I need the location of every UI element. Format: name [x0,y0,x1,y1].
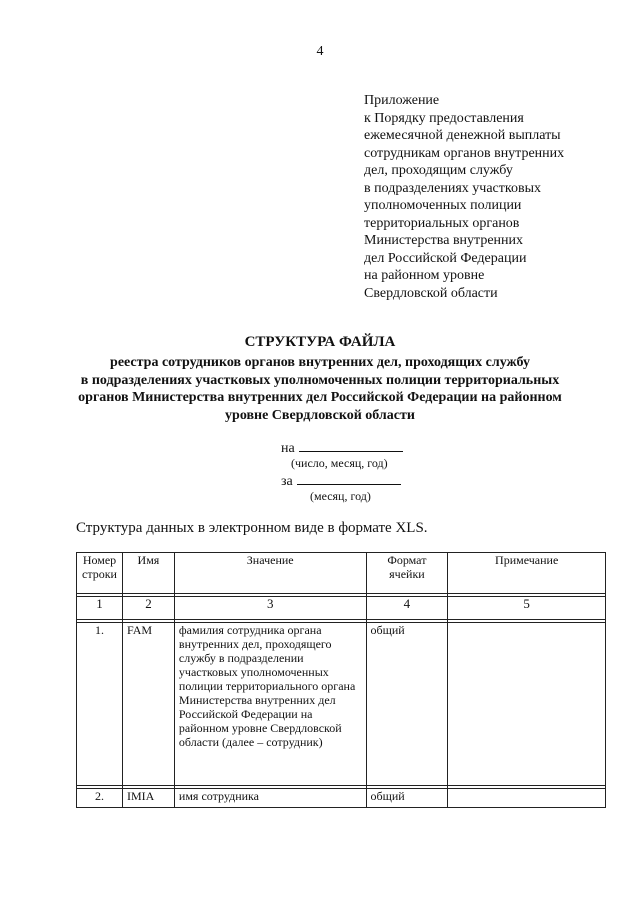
row-number: 2. [77,789,123,808]
column-number: 1 [77,597,123,620]
row-format: общий [366,789,448,808]
appendix-line: территориальных органов [364,215,520,231]
title-line: в подразделениях участковых уполномоченных полиции территориальных [80,372,560,388]
appendix-line: сотрудникам органов внутренних [364,145,565,161]
column-number-row [77,597,606,620]
column-number: 3 [174,597,366,620]
page-number: 4 [316,44,324,59]
title-line: уровне Свердловской области [225,407,415,423]
appendix-line: дел, проходящим службу [364,163,513,178]
column-number: 4 [366,597,448,620]
table-header-row [77,553,606,594]
date-on-blank [299,439,403,452]
header-cell: Имя [122,553,174,594]
date-on-label: на [281,441,295,456]
date-for-row [281,472,401,490]
row-value: имя сотрудника [174,789,366,808]
header-cell: Значение [174,553,366,594]
row-note [448,623,606,786]
date-for-hint: (месяц, год) [310,489,371,503]
intro-text: Структура данных в электронном виде в формате XLS. [76,520,428,536]
row-format: общий [366,623,448,786]
header-cell: Примечание [448,553,606,594]
structure-table [76,552,606,808]
appendix-line: Свердловской области [364,285,498,301]
row-name: IMIA [122,789,174,808]
column-number: 5 [448,597,606,620]
date-for-blank [297,472,401,485]
title-line: реестра сотрудников органов внутренних дел, проходящих службу [110,355,530,370]
appendix-line: уполномоченных полиции [364,198,522,213]
row-value: фамилия сотрудника органа внутренних дел, проходящего службу в подразделении участковых уполномоченных полиции территориального органа Министерства внутренних дел Российской Федерации на районном уровне Свердловской области (далее – сотрудник) [174,623,366,786]
row-note [448,789,606,808]
column-number: 2 [122,597,174,620]
table-row [77,623,606,786]
header-cell: Формат ячейки [366,553,448,594]
header-cell: Номер строки [77,553,123,594]
date-on-row [281,439,403,457]
appendix-line: Министерства внутренних [364,233,524,248]
appendix-line: ежемесячной денежной выплаты [364,128,561,143]
row-number: 1. [77,623,123,786]
document-title [0,333,640,424]
appendix-block [364,92,564,302]
appendix-line: на районном уровне [364,268,485,283]
title-main: СТРУКТУРА ФАЙЛА [244,334,396,350]
row-name: FAM [122,623,174,786]
appendix-line: дел Российской Федерации [364,250,527,266]
appendix-line: в подразделениях участковых [364,180,541,196]
title-line: органов Министерства внутренних дел Российской Федерации на районном [78,390,562,405]
table-row [77,789,606,808]
appendix-line: Приложение [364,93,440,108]
date-for-label: за [281,474,293,489]
appendix-line: к Порядку предоставления [364,110,524,126]
date-on-hint: (число, месяц, год) [291,456,388,470]
